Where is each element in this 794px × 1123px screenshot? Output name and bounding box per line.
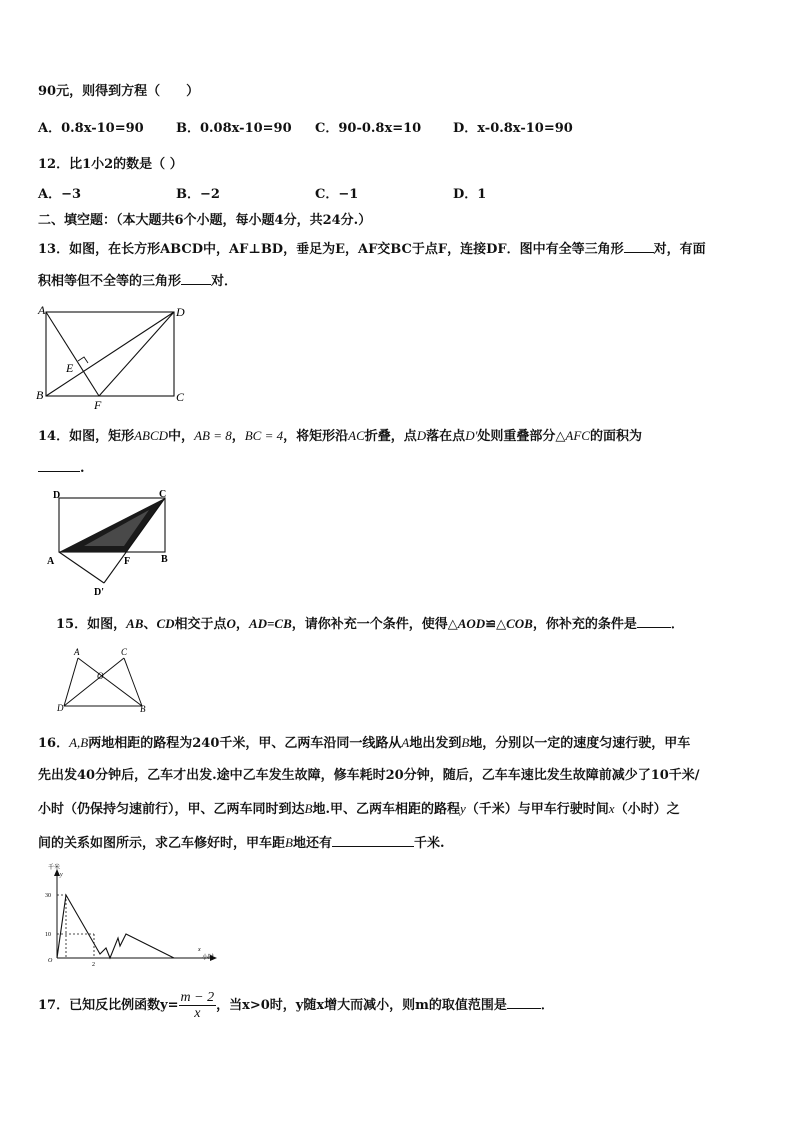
q16-ab: A,B — [69, 735, 89, 750]
q14-t8: 的面积为 — [589, 429, 642, 444]
q11-tail-text: 90元，则得到方程（ ） — [38, 84, 200, 99]
q14-t4: ，将矩形沿 — [283, 429, 349, 444]
q16-xtick-2: 2 — [92, 962, 95, 968]
q16-x-var: x — [198, 947, 201, 953]
q12-option-a: A．−3 — [38, 187, 82, 202]
q17-end: ． — [540, 998, 554, 1013]
q13-rectangle-figure — [34, 300, 194, 412]
q17-stem — [38, 990, 554, 1021]
q16-line2: 先出发40分钟后，乙车才出发.途中乙车发生故障，修车耗时20分钟，随后，乙车车速比发生故障前减少了10千米/ — [38, 768, 700, 783]
q13-right-angle-mark — [78, 357, 88, 363]
q16-line1 — [38, 735, 690, 752]
q15-t5: ，请你补充一个条件，使得△ — [291, 617, 458, 632]
q15-cross-figure — [54, 644, 154, 714]
q14-t5: 折叠，点 — [364, 429, 417, 444]
q14-label-c: C — [159, 489, 167, 500]
q13-line1 — [38, 240, 706, 258]
q17-fraction — [179, 990, 217, 1021]
q14-label-f: F — [124, 556, 131, 567]
q16-a: A — [401, 735, 410, 750]
q16-y-unit: 千米 — [48, 865, 61, 871]
q15-end: ． — [670, 617, 684, 632]
q13-label-d: D — [176, 305, 185, 319]
q14-ab: AB = 8 — [194, 428, 232, 443]
q16-num: 16． — [38, 736, 70, 751]
q15-t4: ， — [235, 617, 249, 632]
q15-t6: ≌△ — [485, 617, 507, 632]
q16-t5: 地.甲、乙两车相距的路程 — [312, 802, 460, 817]
q16-distance-time-graph — [36, 862, 226, 970]
q16-t2: 地出发到 — [409, 736, 462, 751]
q12-option-b: B．−2 — [176, 187, 220, 202]
q16-t7: （小时）之 — [614, 802, 680, 817]
q16-b2: B — [304, 801, 313, 816]
q15-cob: COB — [506, 616, 533, 631]
q13-text-a: 13．如图，在长方形ABCD中，AF⊥BD，垂足为E，AF交BC于点F，连接DF．图中有全等三角形 — [38, 242, 624, 257]
section-heading: 二、填空题：（本大题共6个小题，每小题4分，共24分.） — [38, 213, 372, 228]
q16-t9: 地还有 — [292, 836, 332, 851]
q15-ad-cb: AD=CB — [248, 616, 292, 631]
q13-answer-blank-1 — [624, 240, 654, 253]
q17-t1: 17．已知反比例函数y= — [38, 998, 179, 1013]
q14-t6: 落在点 — [426, 429, 466, 444]
q16-line4 — [38, 834, 445, 852]
q16-y-var: y — [60, 872, 63, 878]
q15-stem — [56, 615, 684, 633]
q16-t1: 两地相距的路程为240千米，甲、乙两车沿同一线路从 — [88, 736, 402, 751]
q11-option-b: B．0.08x-10=90 — [176, 121, 292, 136]
q14-label-d: D — [53, 490, 61, 501]
q16-origin: O — [48, 958, 53, 964]
q16-t3: 地，分别以一定的速度匀速行驶，甲车 — [469, 736, 691, 751]
q15-line-ab — [78, 658, 142, 706]
q13-label-a: A — [38, 303, 46, 317]
q15-line-ad — [64, 658, 78, 706]
q14-t1: 14．如图，矩形 — [38, 429, 135, 444]
q16-graph-line — [57, 895, 174, 958]
q11-option-c: C．90-0.8x=10 — [315, 121, 422, 136]
q13-label-e: E — [66, 361, 74, 375]
q14-ac: AC — [348, 428, 365, 443]
q15-answer-blank — [637, 615, 671, 628]
q14-answer-blank — [38, 459, 80, 472]
q16-y: y — [460, 801, 466, 816]
q16-ytick-30: 30 — [45, 893, 51, 899]
q16-t8: 间的关系如图所示，求乙车修好时，甲车距 — [38, 836, 286, 851]
q15-label-c: C — [121, 647, 128, 657]
q14-dprime: D' — [465, 428, 478, 443]
q15-o: O — [226, 616, 236, 631]
q14-line-a-dprime — [59, 552, 104, 583]
q14-label-b: B — [161, 554, 168, 565]
q15-t2: 、 — [143, 617, 157, 632]
q15-t3: 相交于点 — [174, 617, 227, 632]
q15-label-o: O — [97, 671, 104, 681]
q16-t6: （千米）与甲车行驶时间 — [465, 802, 609, 817]
q13-label-b: B — [36, 388, 44, 402]
q11-option-a: A．0.8x-10=90 — [38, 121, 144, 136]
q14-t3: ， — [231, 429, 245, 444]
q14-t2: 中， — [168, 429, 195, 444]
q14-line1 — [38, 428, 642, 445]
q14-triangle: △AFC — [555, 428, 590, 443]
q16-x-unit: 小时 — [202, 955, 215, 961]
q14-d: D — [416, 428, 427, 443]
q14-end: . — [80, 461, 85, 476]
q17-denominator: x — [194, 1006, 201, 1021]
q11-option-d: D．x-0.8x-10=90 — [453, 121, 573, 136]
q17-numerator: m − 2 — [180, 990, 215, 1005]
q16-answer-blank — [332, 834, 414, 847]
q14-bc: BC = 4 — [244, 428, 284, 443]
q15-cd: CD — [156, 616, 175, 631]
q17-t2: ，当x>0时，y随x增大而减小，则m的取值范围是 — [216, 998, 507, 1013]
q14-abcd: ABCD — [134, 428, 169, 443]
q14-label-dprime: D' — [94, 587, 104, 598]
q13-line-af — [46, 312, 99, 396]
q13-label-f: F — [94, 398, 102, 412]
q16-t10: 千米. — [413, 836, 445, 851]
q13-text-b: 对，有面 — [653, 242, 706, 257]
q13-text-d: 对． — [211, 274, 238, 289]
q15-aod: AOD — [457, 616, 486, 631]
q13-answer-blank-2 — [181, 272, 211, 285]
q15-t1: 15．如图， — [56, 617, 127, 632]
q17-answer-blank — [507, 996, 541, 1009]
q12-stem: 12．比1小2的数是（ ） — [38, 157, 183, 172]
q14-fold-figure — [44, 486, 179, 598]
q14-t7: 处则重叠部分 — [477, 429, 556, 444]
q15-ab: AB — [126, 616, 144, 631]
q14-label-a: A — [47, 556, 55, 567]
q15-label-a: A — [74, 647, 80, 657]
q12-option-d: D．1 — [453, 187, 487, 202]
q16-line3 — [38, 801, 680, 818]
q16-t4: 小时（仍保持匀速前行），甲、乙两车同时到达 — [38, 802, 305, 817]
q13-label-c: C — [176, 390, 185, 404]
q16-ytick-10: 10 — [45, 932, 51, 938]
q15-label-b: B — [140, 704, 146, 714]
q14-line2 — [38, 459, 85, 477]
q15-t7: ，你补充的条件是 — [532, 617, 637, 632]
q15-label-d: D — [57, 703, 64, 713]
q16-b1: B — [461, 735, 470, 750]
q13-line2 — [38, 272, 237, 290]
q13-text-c: 积相等但不全等的三角形 — [38, 274, 182, 289]
q12-option-c: C．−1 — [315, 187, 359, 202]
q16-b3: B — [285, 835, 293, 850]
q16-x: x — [608, 801, 615, 816]
q15-line-cd — [64, 658, 124, 706]
